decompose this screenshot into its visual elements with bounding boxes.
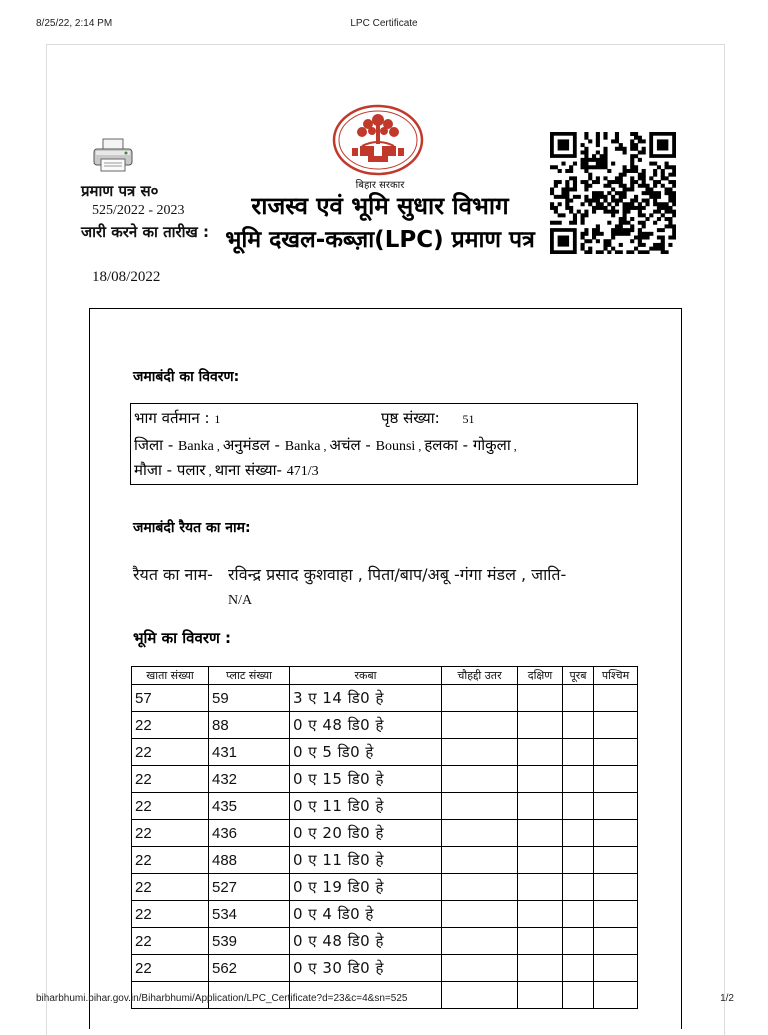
column-header: खाता संख्या <box>132 667 209 685</box>
empty-cell <box>594 820 638 847</box>
page-indicator: 1/2 <box>720 993 734 1004</box>
empty-cell <box>563 955 594 982</box>
column-header: दक्षिण <box>518 667 563 685</box>
table-row <box>132 739 638 766</box>
subdivision-label: अनुमंडल - <box>222 436 280 454</box>
empty-cell <box>563 766 594 793</box>
empty-cell <box>563 712 594 739</box>
plot-cell: 435 <box>209 793 290 820</box>
table-row <box>132 820 638 847</box>
location-row-2: मौजा - पलार , थाना संख्या- 471/3 <box>134 461 319 479</box>
empty-cell <box>442 739 518 766</box>
halka-label: हलका - <box>424 436 469 454</box>
table-row <box>132 766 638 793</box>
empty-cell <box>518 928 563 955</box>
district-value: Banka <box>178 439 214 454</box>
empty-cell <box>442 793 518 820</box>
rakba-cell: 0 ए 11 डि0 हे <box>290 793 442 820</box>
bhag-row <box>134 408 220 428</box>
empty-cell <box>594 901 638 928</box>
page-url: biharbhumi.bihar.gov.in/Biharbhumi/Application/LPC_Certificate?d=23&c=4&sn=525 <box>36 993 408 1004</box>
printer-icon[interactable] <box>92 137 134 173</box>
rakba-cell: 0 ए 5 डि0 हे <box>290 739 442 766</box>
jamabandi-heading: जमाबंदी का विवरण: <box>133 369 240 385</box>
empty-cell <box>594 793 638 820</box>
empty-cell <box>563 685 594 712</box>
empty-cell <box>563 739 594 766</box>
khata-cell: 22 <box>132 712 209 739</box>
rakba-cell: 3 ए 14 डि0 हे <box>290 685 442 712</box>
bhag-label: भाग वर्तमान : <box>134 409 210 427</box>
plot-cell: 88 <box>209 712 290 739</box>
table-header-row <box>132 667 638 685</box>
land-details-heading: भूमि का विवरण : <box>133 629 232 647</box>
thana-value: 471/3 <box>286 464 319 479</box>
khata-cell: 57 <box>132 685 209 712</box>
government-name: बिहार सरकार <box>355 180 405 191</box>
page-tab-title: LPC Certificate <box>350 18 418 29</box>
district-label: जिला - <box>134 436 174 454</box>
location-row-1: जिला - Banka , अनुमंडल - Banka , अचंल - Bounsi , हलका - गोकुला , <box>134 436 517 454</box>
empty-cell <box>518 685 563 712</box>
table-row <box>132 901 638 928</box>
empty-cell <box>563 874 594 901</box>
empty-cell <box>594 739 638 766</box>
raiyat-name-details <box>228 563 648 613</box>
subdivision-value: Banka <box>284 439 321 454</box>
empty-cell <box>518 820 563 847</box>
column-header: पूरब <box>563 667 594 685</box>
empty-cell <box>442 874 518 901</box>
certificate-number-value: 525/2022 - 2023 <box>92 203 185 218</box>
issue-date-value: 18/08/2022 <box>92 269 161 285</box>
rakba-cell: 0 ए 11 डि0 हे <box>290 847 442 874</box>
khata-cell: 22 <box>132 820 209 847</box>
table-row <box>132 712 638 739</box>
rakba-cell: 0 ए 30 डि0 हे <box>290 955 442 982</box>
plot-cell: 431 <box>209 739 290 766</box>
mauja-label: मौजा - <box>134 461 173 479</box>
empty-cell <box>518 874 563 901</box>
plot-cell: 432 <box>209 766 290 793</box>
plot-cell: 488 <box>209 847 290 874</box>
khata-cell: 22 <box>132 901 209 928</box>
khata-cell: 22 <box>132 793 209 820</box>
page-number-label: पृष्ठ संख्या: <box>381 409 440 427</box>
mauja-value: पलार <box>176 461 206 479</box>
page-number-row <box>381 408 474 428</box>
rakba-cell: 0 ए 4 डि0 हे <box>290 901 442 928</box>
column-header: चौहद्दी उतर <box>442 667 518 685</box>
empty-cell <box>518 766 563 793</box>
issue-date-label: जारी करने का तारीख : <box>81 223 210 241</box>
table-row <box>132 847 638 874</box>
plot-cell: 436 <box>209 820 290 847</box>
empty-cell <box>442 901 518 928</box>
rakba-cell: 0 ए 19 डि0 हे <box>290 874 442 901</box>
empty-cell <box>594 928 638 955</box>
khata-cell: 22 <box>132 766 209 793</box>
raiyat-main-text: रविन्द्र प्रसाद कुशवाहा , पिता/बाप/अबू -गंगा मंडल , जाति- <box>228 565 567 584</box>
qr-code-icon <box>550 132 676 254</box>
raiyat-label: रैयत का नाम- <box>133 565 213 584</box>
empty-cell <box>594 874 638 901</box>
department-title: राजस्व एवं भूमि सुधार विभाग <box>251 192 509 220</box>
empty-cell <box>594 955 638 982</box>
column-header: प्लाट संख्या <box>209 667 290 685</box>
halka-value: गोकुला <box>472 436 511 454</box>
table-row <box>132 928 638 955</box>
plot-cell: 539 <box>209 928 290 955</box>
browser-print-footer <box>0 993 768 1013</box>
bhag-value: 1 <box>214 412 221 426</box>
empty-cell <box>518 739 563 766</box>
empty-cell <box>518 901 563 928</box>
empty-cell <box>594 685 638 712</box>
empty-cell <box>563 793 594 820</box>
empty-cell <box>563 928 594 955</box>
circle-value: Bounsi <box>375 439 416 454</box>
empty-cell <box>518 955 563 982</box>
plot-cell: 527 <box>209 874 290 901</box>
bihar-emblem-icon <box>332 104 424 176</box>
plot-cell: 534 <box>209 901 290 928</box>
rakba-cell: 0 ए 20 डि0 हे <box>290 820 442 847</box>
rakba-cell: 0 ए 15 डि0 हे <box>290 766 442 793</box>
raiyat-caste-value: N/A <box>228 593 253 608</box>
page-number-value: 51 <box>462 412 475 426</box>
khata-cell: 22 <box>132 874 209 901</box>
table-row <box>132 874 638 901</box>
circle-label: अचंल - <box>329 436 371 454</box>
table-row <box>132 685 638 712</box>
plot-cell: 562 <box>209 955 290 982</box>
empty-cell <box>442 712 518 739</box>
print-timestamp: 8/25/22, 2:14 PM <box>36 18 113 29</box>
rakba-cell: 0 ए 48 डि0 हे <box>290 712 442 739</box>
empty-cell <box>563 820 594 847</box>
khata-cell: 22 <box>132 928 209 955</box>
column-header: पश्चिम <box>594 667 638 685</box>
column-header: रकबा <box>290 667 442 685</box>
raiyat-heading: जमाबंदी रैयत का नाम: <box>133 520 251 536</box>
empty-cell <box>518 847 563 874</box>
empty-cell <box>442 685 518 712</box>
land-details-table <box>131 666 638 1009</box>
empty-cell <box>518 793 563 820</box>
empty-cell <box>442 928 518 955</box>
empty-cell <box>442 766 518 793</box>
empty-cell <box>442 847 518 874</box>
rakba-cell: 0 ए 48 डि0 हे <box>290 928 442 955</box>
khata-cell: 22 <box>132 955 209 982</box>
empty-cell <box>563 901 594 928</box>
empty-cell <box>518 712 563 739</box>
table-row <box>132 955 638 982</box>
khata-cell: 22 <box>132 739 209 766</box>
jamabandi-details-box <box>130 403 638 485</box>
certificate-title: भूमि दखल-कब्ज़ा(LPC) प्रमाण पत्र <box>225 227 535 253</box>
browser-print-header <box>0 0 768 44</box>
empty-cell <box>594 847 638 874</box>
khata-cell: 22 <box>132 847 209 874</box>
empty-cell <box>442 820 518 847</box>
empty-cell <box>563 847 594 874</box>
thana-label: थाना संख्या- <box>214 461 282 479</box>
empty-cell <box>594 766 638 793</box>
empty-cell <box>594 712 638 739</box>
certificate-number-label: प्रमाण पत्र स० <box>81 182 159 200</box>
empty-cell <box>442 955 518 982</box>
plot-cell: 59 <box>209 685 290 712</box>
table-row <box>132 793 638 820</box>
